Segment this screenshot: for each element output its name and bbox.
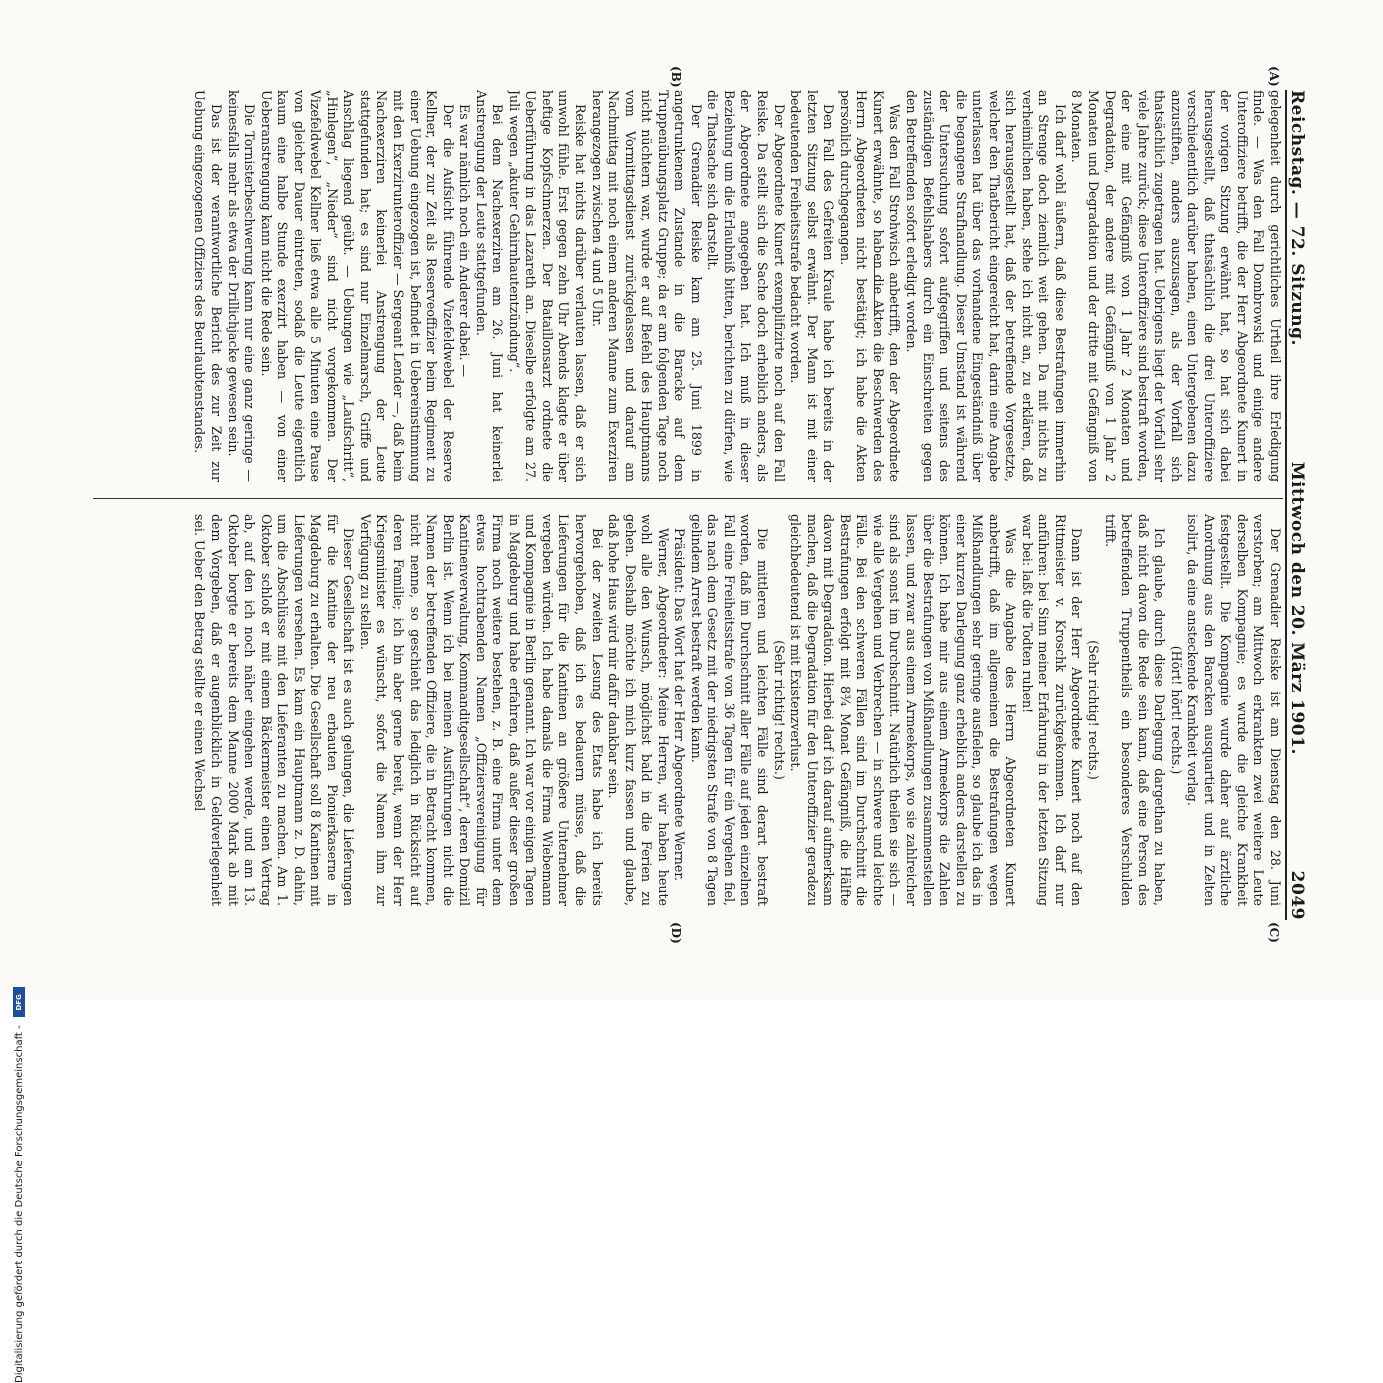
section-rule <box>874 256 875 316</box>
header-date: Mittwoch den 20. März 1901. <box>1287 461 1307 755</box>
paragraph: Den Fall des Gefreiten Kraule habe ich bereits in der letzten Sitzung selbst erwähnt. Der Mann ist mit einer bedeutenden Freiheitsstrafe bedacht worden. <box>788 90 837 482</box>
paragraph: Ich glaube, durch diese Darlegung dargethan zu haben, daß nicht davon die Rede sein kann, daß eine Person des betreffenden Truppentheils ein besonderes Verschulden trifft. <box>1102 514 1168 906</box>
paragraph: Werner, Abgeordneter: Meine Herren, wir haben heute wohl alle den Wunsch, möglichst bald in die Ferien zu gehen. Deshalb möchte ich mich kurz fassen und glaube, daß hohe Haus wird mir dafür dankbar sein. <box>606 514 671 906</box>
paragraph: (Sehr richtig! rechts.) <box>1085 640 1101 780</box>
paragraph: Das ist der verantwortliche Bericht des zur Zeit zur Uebung eingezogenen Offiziers des Beurlaubtenstandes. <box>192 90 224 482</box>
paragraph: Die mittleren und leichten Fälle sind derart bestraft worden, daß im Durchschnitt aller Fälle auf jeden einzelnen Fall eine Freiheitsstrafe von 36 Tagen für ein Vergehen fiel, das nach dem Gesetz mit der niedrigsten Strafe von 8 Tagen gelindem Arrest bestraft werden kann. <box>688 514 771 906</box>
paragraph: Dieser Gesellschaft ist es auch gelungen, die Lieferungen für die Kantine der neu erbauten Pionierkaserne in Magdeburg zu erhalten. Die Gesellschaft soll 8 Kantinen mit Lieferungen versehen. Es kam ein Hauptmann z. D. dahin, um die Abschlüsse mit den Lieferanten zu machen. Am 1. Oktober schloß er mit einem Bäckermeister einen Vertrag ab, auf den ich noch näher eingehen werde, und am 13. Oktober borgte er bereits dem Manne 2000 Mark ab mit dem Vorgeben, daß er augenblicklich in Geldverlegenheit sei. Ueber den Betrag stellte er einen Wechsel <box>192 514 357 906</box>
margin-marker-a: (A) <box>1267 66 1281 87</box>
paragraph: (Sehr richtig! rechts.) <box>771 640 787 780</box>
paragraph: Der Abgeordnete Kunert exemplifizirte noch auf den Fall Reiske. Da stellt sich die Sache doch erheblich anders, als der Abgeordnete angegeben hat. Ich muß in dieser Beziehung um die Erlaubniß bitten, berichten zu dürfen, wie die Thatsache sich darstellt. <box>705 90 787 482</box>
paragraph: Bei dem Nachexerziren am 26. Juni hat keinerlei Anstrengung der Leute stattgefunden. <box>473 90 506 482</box>
paragraph: Präsident: Das Wort hat der Herr Abgeordnete Werner. <box>672 528 688 881</box>
digitization-credit <box>8 383 30 1383</box>
paragraph: Es war nämlich noch ein Anderer dabei. — <box>457 104 473 378</box>
paragraph: Reiske hat nichts darüber verlauten lassen, daß er sich unwohl fühle. Erst gegen zehn Uhr Abends klagte er über heftige Kopfschmerzen. Der Bataillonsarzt ordnete die Ueberführung in das Lazareth an. Dieselbe erfolgte am 27. Juli wegen „akuter Gehirnhautentzündung“. <box>506 90 589 482</box>
paragraph: Was den Fall Strohwisch anbetrifft, den der Abgeordnete Kunert erwähnte, so haben die Akten die Beschwerden des Herrn Abgeordneten nicht bestätigt; ich habe die Akten persönlich durchgegangen. <box>837 90 903 482</box>
paragraph: Der Grenadier Reiske kam am 25. Juni 1899 in angetrunkenem Zustande in die Baracke auf dem Truppenübungsplatz Gruppe; da er am folgenden Tage noch nicht nüchtern war, wurde er auf Befehl des Hauptmanns vom Vormittagsdienst zurückgelassen und darauf am Nachmittag mit noch einem anderen Manne zum Exerziren herangezogen zwischen 4 und 5 Uhr. <box>589 90 704 482</box>
paragraph: (Hört! hört! rechts.) <box>1168 645 1184 775</box>
margin-marker-d: (D) <box>669 922 683 944</box>
dfg-logo: DFG <box>13 987 25 1017</box>
header-left: Reichstag. — 72. Sitzung. <box>1287 90 1307 346</box>
credit-text: Digitalisierung gefördert durch die Deutsche Forschungsgemeinschaft - <box>13 1025 25 1383</box>
right-text-column <box>93 514 1283 906</box>
page-header <box>1285 90 1313 920</box>
margin-marker-b: (B) <box>669 66 683 88</box>
left-text-column <box>93 90 1283 482</box>
paragraph: Ich darf wohl äußern, daß diese Bestrafungen immerhin an Strenge doch ziemlich weit gehen. Da mit nichts zu verheimlichen haben, stehe ich nicht an, zu erklären, daß sich herausgestellt hat, daß der betreffende Vorgesetzte, welcher den Thatbericht eingereicht hat, darin eine Angabe unterlassen hat über das vorhandene Eingeständniß über die begangene Strafhandlung. Dieser Umstand ist während der Untersuchung sofort aufgegriffen und seitens des zuständigen Befehlshabers durch ein Einschreiten gegen den Betreffenden sofort erledigt worden. <box>903 90 1068 482</box>
paragraph: gelegenheit durch gerichtliches Urtheil ihre Erledigung finde. — Was den Fall Dombrowski und einige andere Unteroffiziere betrifft, die der Herr Abgeordnete Kunert in der vorigen Sitzung erwähnt hat, so hat sich dabei herausgestellt, daß thatsächlich die drei Unteroffiziere verschiedentlich darüber haben, einen Untergebenen dazu anzustiften, anders auszusagen, als der Vorfall sich thatsächlich zugetragen hat. Uebrigens liegt der Vorfall sehr viele Jahre zurück; diese Unteroffiziere sind bestraft worden, der eine mit Gefängniß von 1 Jahr 2 Monaten und Degradation, der andere mit Gefängniß von 1 Jahr 2 Monaten und Degradation und der dritte mit Gefängniß von 8 Monaten. <box>1069 90 1283 482</box>
paragraph: Die Tornisterbeschwerung kann nur eine ganz geringe — keinesfalls mehr als etwa der Drillichjacke gewesen sein. <box>225 90 258 482</box>
paragraph: Dann ist der Herr Abgeordnete Kunert noch auf den Rittmeister v. Kroschk zurückgekommen. Ich darf nur anführen: bei Sinn meiner Erfahrung in der letzten Sitzung war bei: laßt die Todten ruhen! <box>1019 514 1085 906</box>
column-divider <box>93 498 1283 499</box>
paragraph: Der die Aufsicht führende Vizefeldwebel der Reserve Kellner, der zur Zeit als Reserveoffizier beim Regiment zu einer Uebung eingezogen ist, befindet in Uebereinstimmung mit den Exerzirunteroffizier — Sergeant Lender —, daß beim Nachexerziren keinerlei Anstrengung der Leute stattgefunden hat; es sind nur Einzelmarsch, Griffe und Anschlag liegend geübt. — Uebungen wie „Laufschritt“, „Hinlegen“, „Nieder“ sind nicht vorgekommen. Der Vizefeldwebel Kellner ließ etwa alle 5 Minuten eine Pause von gleicher Dauer eintreten, sodaß die Leute eigentlich kaum eine halbe Stunde exerzirt haben — von einer Ueberanstrengung kann nicht die Rede sein. <box>258 90 456 482</box>
paragraph: Der Grenadier Reiske ist am Dienstag den 28. Juni verstorben; am Mittwoch erkrankten zwei weitere Leute derselben Kompagnie; es wurde die gleiche Krankheit festgestellt. Die Kompagnie wurde daher auf ärztliche Anordnung aus den Baracken ausquartiert und in Zelten isolirt, da eine ansteckende Krankheit vorlag. <box>1185 514 1283 906</box>
paragraph: Bei der zweiten Lesung des Etats habe ich bereits hervorgehoben, daß ich es bedauern müsse, daß die Lieferungen für die Kantinen an größere Unternehmer vergeben würden. Ich habe damals die Firma Wiebemann und Kompagnie in Berlin genannt. Ich war vor einigen Tagen in Magdeburg und habe erfahren, daß außer dieser großen Firma noch weitere bestehen, z. B. eine Firma unter dem etwas hochtrabenden Namen „Offiziersvereinigung für Kantinenverwaltung, Kommanditgesellschaft“, deren Domizil Berlin ist. Wenn ich bei meinen Ausführungen nicht die Namen der betreffenden Offiziere, die in Betracht kommen, nicht nenne, so geschieht das lediglich in Rücksicht auf deren Familie; ich bin aber gerne bereit, wenn der Herr Kriegsminister es wünscht, sofort die Namen ihm zur Verfügung zu stellen. <box>357 514 605 906</box>
page-number: 2049 <box>1287 870 1307 920</box>
paragraph: Was die Angabe des Herrn Abgeordneten Kunert anbetrifft, daß im allgemeinen die Bestrafungen wegen Mißhandlungen sehr geringe ausfielen, so glaube ich das in einer kurzen Darlegung ganz erheblich anders darstellen zu können. Ich habe mir aus einem Armeekorps die Zahlen über die Bestrafungen von Mißhandlungen zusammenstellen lassen, und zwar aus einem Armeekorps, wo sie zahlreicher sind als sonst im Durchschnitt. Natürlich theilen sie sich — wie alle Vergehen und Verbrechen — in schwere und leichte Fälle. Bei den schweren Fällen sind im Durchschnitt die Bestrafungen erfolgt mit 8¾ Monat Gefängniß, die Hälfte davon mit Degradation. Hierbei darf ich darauf aufmerksam machen, daß die Degradation für den Unteroffizier geradezu gleichbedeutend ist mit Existenzverlust. <box>788 514 1019 906</box>
margin-marker-c: (C) <box>1267 922 1281 943</box>
